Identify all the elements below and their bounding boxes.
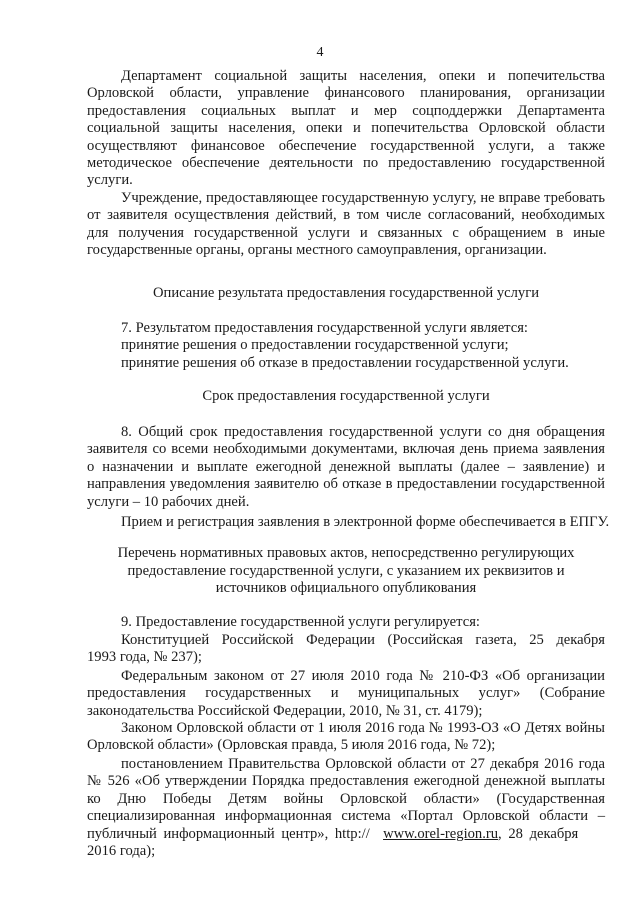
text-line: 7. Результатом предоставления государственной услуги является: <box>121 320 528 336</box>
text-line: принятие решения об отказе в предоставлении государственной услуги. <box>121 354 569 371</box>
paragraph-federal-law <box>87 668 605 720</box>
heading-line: источников официального опубликования <box>215 580 477 597</box>
text-line: предоставления государственных и муниципальных услуг» (Собрание <box>87 685 605 702</box>
text-line: услуги – 10 рабочих дней. <box>87 493 250 510</box>
text-line: осуществляют финансовое обеспечение государственной услуги, а также <box>87 137 605 154</box>
text-line: Конституцией Российской Федерации (Российская газета, 25 декабря <box>121 632 605 648</box>
text-line: принятие решения о предоставлении государственной услуги; <box>121 337 509 354</box>
paragraph-result <box>87 320 605 372</box>
section-heading-result: Описание результата предоставления государственной услуги <box>152 285 540 301</box>
page-number: 4 <box>316 45 324 60</box>
text-line: Орловской области» (Орловская правда, 5 июля 2016 года, № 72); <box>87 737 496 754</box>
text-line: 8. Общий срок предоставления государственной услуги со дня обращения <box>121 424 605 440</box>
text-line: направления уведомления заявителю об отказе в предоставлении государственной <box>87 476 605 493</box>
paragraph-registration <box>87 514 610 531</box>
text-line: заявителя со всеми необходимыми документами, включая день приема заявления <box>87 441 605 458</box>
text-line: государственные органы, органы местного самоуправления, организации. <box>87 242 547 259</box>
heading-line: Перечень нормативных правовых актов, непосредственно регулирующих <box>117 545 575 561</box>
text-line: Департамент социальной защиты населения, опеки и попечительства <box>121 68 605 84</box>
heading-line: предоставление государственной услуги, с указанием их реквизитов и <box>127 562 565 579</box>
text-line: методическое обеспечение деятельности по предоставлению государственной <box>87 155 605 172</box>
text-line: 1993 года, № 237); <box>87 649 202 666</box>
paragraph-regulated-by <box>87 614 605 631</box>
section-heading-term: Срок предоставления государственной услуги <box>202 388 490 404</box>
text-line: услуги. <box>87 172 133 189</box>
text-line: Прием и регистрация заявления в электронной форме обеспечивается в ЕПГУ. <box>121 514 610 530</box>
text-line: о назначении и выплате ежегодной денежной выплаты (далее – заявление) и <box>87 458 605 475</box>
paragraph-government-resolution <box>87 756 605 860</box>
paragraph-constitution <box>87 632 605 667</box>
text-line: Законом Орловской области от 1 июля 2016 года № 1993-ОЗ «О Детях войны <box>121 720 605 736</box>
text-fragment: , 28 декабря <box>498 825 579 842</box>
paragraph-institution <box>87 190 605 260</box>
text-line: постановлением Правительства Орловской области от 27 декабря 2016 года <box>121 756 605 772</box>
text-line: для получения государственной услуги и связанных с обращением в иные <box>87 224 605 241</box>
text-line: социальной защиты населения, опеки и попечительства Орловской области <box>87 120 605 137</box>
text-line-with-link <box>87 826 605 843</box>
text-line: № 526 «Об утверждении Порядка предоставления ежегодной денежной выплаты <box>87 773 605 790</box>
paragraph-department <box>87 68 605 190</box>
text-line: Орловской области, управление финансового планирования, организации <box>87 85 605 102</box>
text-line: от заявителя осуществления действий, в том числе согласований, необходимых <box>87 207 605 224</box>
text-line: 2016 года); <box>87 843 156 860</box>
text-line: ко Дню Победы Детям войны Орловской области» (Государственная <box>87 790 605 807</box>
text-line: специализированная информационная система «Портал Орловской области – <box>87 808 605 825</box>
section-heading-legal-acts <box>87 545 605 598</box>
text-line: предоставления социальных выплат и мер соцподдержки Департамента <box>87 102 605 119</box>
paragraph-term <box>87 424 605 511</box>
text-fragment: публичный информационный центр», http:// <box>87 825 370 842</box>
text-line: 9. Предоставление государственной услуги регулируется: <box>121 614 480 630</box>
text-line: Федеральным законом от 27 июля 2010 года № 210-ФЗ «Об организации <box>121 668 605 684</box>
text-line: законодательства Российской Федерации, 2010, № 31, ст. 4179); <box>87 702 483 719</box>
portal-link[interactable]: www.orel-region.ru <box>383 825 499 842</box>
text-line: Учреждение, предоставляющее государственную услугу, не вправе требовать <box>121 190 605 206</box>
paragraph-regional-law <box>87 720 605 755</box>
